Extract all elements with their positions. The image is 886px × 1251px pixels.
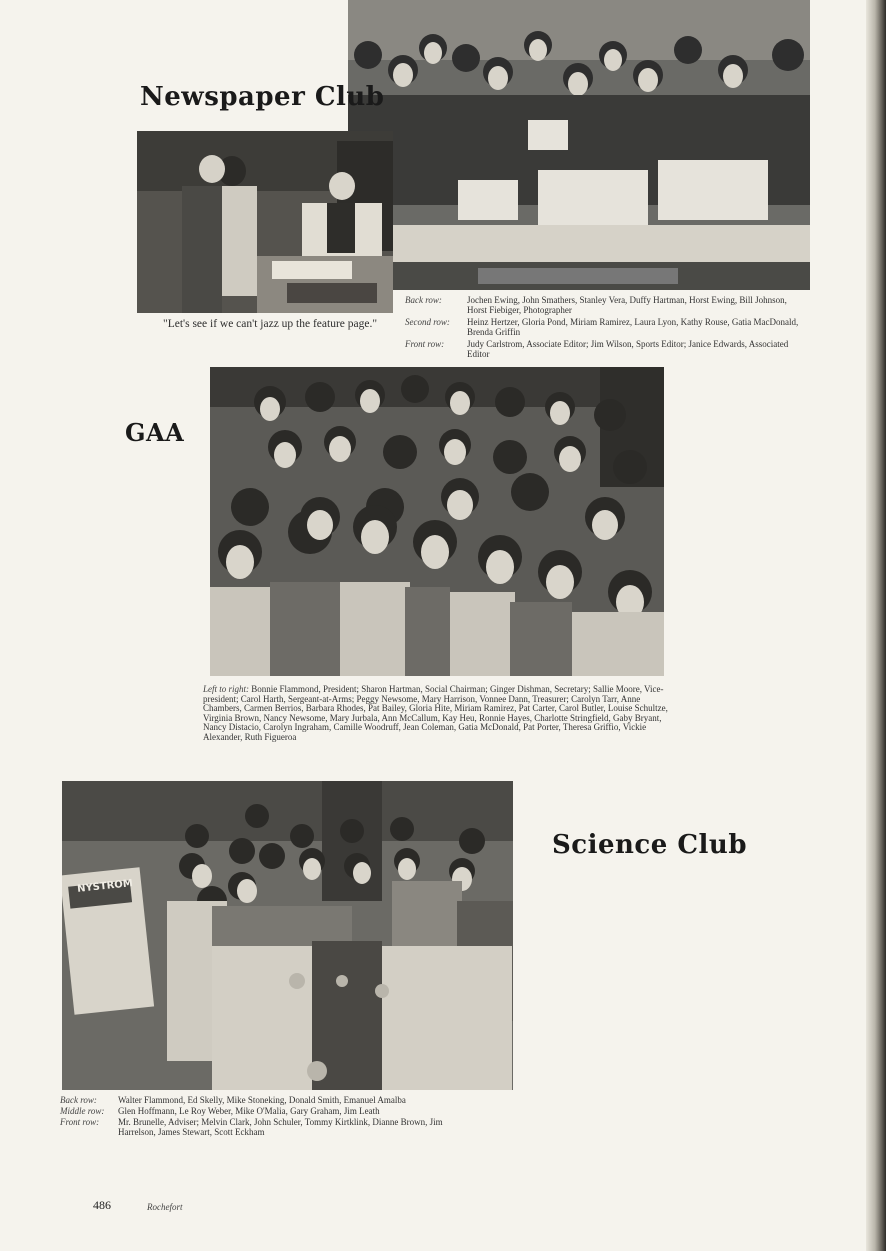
caption-row-label: Second row:: [405, 317, 450, 327]
page-number: 486: [93, 1198, 111, 1212]
book-spine-shadow: [866, 0, 886, 1251]
science-club-heading: Science Club: [552, 830, 748, 860]
caption-row-label: Middle row:: [60, 1106, 105, 1116]
caption-row: [60, 1095, 460, 1105]
caption-row-text: Judy Carlstrom, Associate Editor; Jim Wilson, Sports Editor; Janice Edwards, Associated Editor: [467, 339, 789, 359]
gaa-heading: GAA: [125, 418, 185, 447]
caption-row-label: Front row:: [405, 339, 445, 349]
caption-row-text: Heinz Hertzer, Gloria Pond, Miriam Ramirez, Laura Lyon, Kathy Rouse, Gatia MacDonald, Brenda Griffin: [467, 317, 799, 337]
caption-row: [405, 339, 800, 359]
gaa-caption-text: Bonnie Flammond, President; Sharon Hartman, Social Chairman; Ginger Dishman, Secretary; Sallie Moore, Vice-president; Carol Harth, Sergeant-at-Arms; Peggy Newsome, Mary Harrison, Vonnee Dann, Treasurer; Carolyn Tarr, Anne Chambers, Carmen Berrios, Barbara Rhodes, Pat Bailey, Gloria Hite, Miriam Ramirez, Pat Carter, Carol Butler, Louise Schultze, Virginia Brown, Nancy Newsome, Mary Jurbala, Ann McCallum, Kay Heu, Ronnie Hayes, Charlotte Stringfield, Gaby Bryant, Nancy Distacio, Carolyn Ingraham, Camille Woodruff, Jean Coleman, Gatia McDonald, Pat Porter, Theresa Griffio, Vickie Alexander, Ruth Figueroa: [203, 684, 668, 742]
gaa-caption: [203, 685, 673, 742]
caption-row-label: Front row:: [60, 1117, 100, 1127]
caption-row: [405, 295, 800, 315]
caption-row-text: Walter Flammond, Ed Skelly, Mike Stoneking, Donald Smith, Emanuel Amalba: [118, 1095, 406, 1105]
caption-row: [60, 1117, 460, 1137]
science-caption: [60, 1095, 460, 1137]
gaa-caption-label: Left to right:: [203, 684, 250, 694]
newspaper-photo-quote: "Let's see if we can't jazz up the feature page.": [163, 318, 378, 330]
caption-row-text: Mr. Brunelle, Adviser; Melvin Clark, John Schuler, Tommy Kirtklink, Dianne Brown, Jim Harrelson, James Stewart, Scott Eckham: [118, 1117, 443, 1137]
caption-row-label: Back row:: [405, 295, 442, 305]
newspaper-caption: [405, 295, 800, 359]
newspaper-candid-photo: [137, 131, 393, 313]
caption-row-label: Back row:: [60, 1095, 97, 1105]
caption-row-text: Glen Hoffmann, Le Roy Weber, Mike O'Malia, Gary Graham, Jim Leath: [118, 1106, 380, 1116]
newspaper-club-heading: Newspaper Club: [140, 82, 385, 112]
science-club-photo: [62, 781, 513, 1090]
gaa-group-photo: [210, 367, 664, 676]
nystrom-poster-label: NYSTROM: [76, 878, 134, 895]
caption-row: [60, 1106, 460, 1116]
caption-row-text: Jochen Ewing, John Smathers, Stanley Vera, Duffy Hartman, Horst Ewing, Bill Johnson, Horst Fiebiger, Photographer: [467, 295, 787, 315]
publication-name: Rochefort: [147, 1202, 183, 1212]
caption-row: [405, 317, 800, 337]
newspaper-group-photo: [348, 0, 810, 290]
